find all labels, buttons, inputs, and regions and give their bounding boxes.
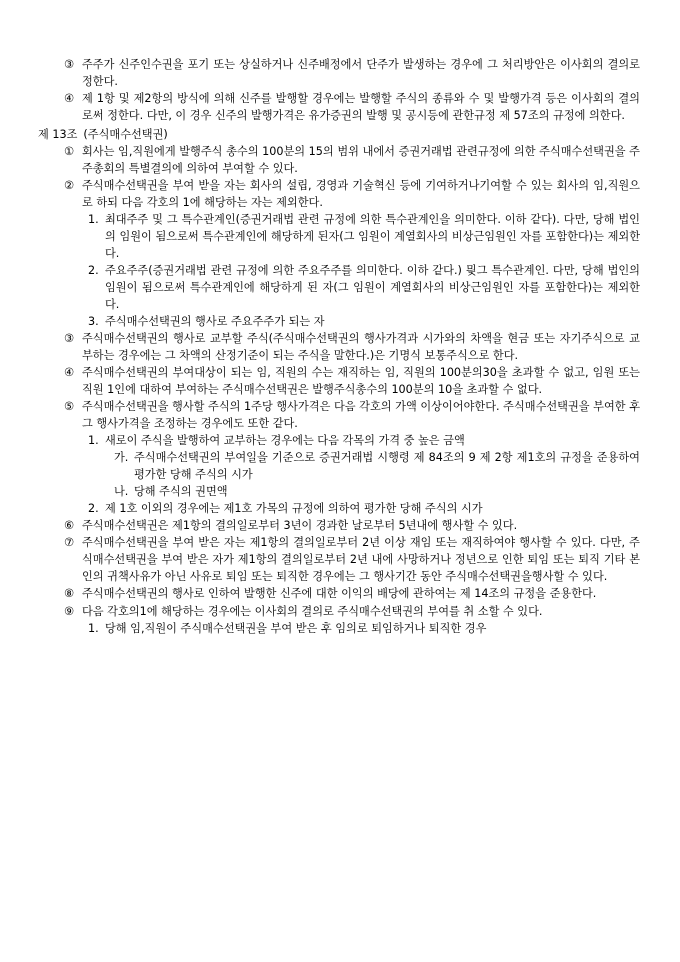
sub-clause-text: 최대주주 및 그 특수관계인(증권거래법 관련 규정에 의한 특수관계인을 의미한다. 이하 같다). 다만, 당해 법인의 임원이 됨으로써 특수관계인에 해당하게 된자(그 임원이 계열회사의 비상근임원인 자를 포함한다)는 제외한다. [105,213,640,261]
clause-text: 주식매수선택권을 부여 받을 자는 회사의 설립, 경영과 기술혁신 등에 기여하거나기여할 수 있는 회사의 임,직원으로 하되 다음 각호의 1에 해당하는 자는 제외한다. [82,179,640,210]
sub-clause-item [88,313,640,330]
clause-item [64,534,640,585]
clause-text: 주식매수선택권을 행사할 주식의 1주당 행사가격은 다음 각호의 가액 이상이어야한다. 주식매수선택권을 부여한 후 그 행사가격을 조정하는 경우에도 또한 같다. [82,400,640,431]
sub-clause-item [88,262,640,313]
clause-text: 제 1항 및 제2항의 방식에 의해 신주를 발행할 경우에는 발행할 주식의 종류와 수 및 발행가격 등은 이사회의 결의로써 정한다. 다만, 이 경우 신주의 발행가격은 유가증권의 발행 및 공시등에 관한규정 제 57조의 규정에 의한다. [82,92,640,123]
clause-item [64,56,640,90]
sub-clause-marker: 2. [88,502,99,516]
article-body [38,143,640,636]
sub-sub-clause-text: 주식매수선택권의 부여일을 기준으로 증권거래법 시행령 제 84조의 9 제 2항 제1호의 규정을 준용하여 평가한 당해 주식의 시가 [134,451,640,482]
clause-text: 주식매수선택권의 부여대상이 되는 임, 직원의 수는 재직하는 임, 직원의 100분의30을 초과할 수 없고, 임원 또는 직원 1인에 대하여 부여하는 주식매수선택권은 발행주식총수의 100분의 10을 초과할 수 없다. [82,366,640,397]
clause-marker: ⑦ [64,536,75,550]
sub-clause-item [88,500,640,517]
clause-item [64,585,640,602]
article-number: 제 13조 [38,128,78,142]
clause-marker: ⑥ [64,519,75,533]
clause-marker: ④ [64,92,75,106]
preceding-clauses [38,56,640,124]
article-heading [38,126,640,143]
clause-marker: ④ [64,366,75,380]
clause-marker: ⑧ [64,587,75,601]
sub-clause-item [88,211,640,262]
sub-clause-text: 주요주주(증권거래법 관련 규정에 의한 주요주주를 의미한다. 이하 같다.) 믲그 특수관계인. 다만, 당해 법인의 임원이 됨으로써 특수관계인에 해당하게 된 자(그 임원이 계열회사의 비상근임원인 자를 포함한다)는 제외한다. [105,264,640,312]
clause-item [64,177,640,211]
sub-sub-clause-text: 당해 주식의 권면액 [134,485,228,499]
clause-text: 주식매수선택권의 행사로 교부할 주식(주식매수선택권의 행사가격과 시가와의 차액을 현금 또는 자기주식으로 교부하는 경우에는 그 차액의 산정기준이 되는 주식을 말한다.)은 기명식 보통주식으로 한다. [82,332,640,363]
sub-clause-text: 주식매수선택권의 행사로 주요주주가 되는 자 [105,315,325,329]
sub-clause-marker: 2. [88,264,99,278]
sub-sub-clause-marker: 가. [114,451,129,465]
clause-marker: ⑨ [64,604,75,618]
clause-item [64,603,640,620]
clause-marker: ⑤ [64,400,75,414]
sub-clause-marker: 3. [88,315,99,329]
clause-item [64,517,640,534]
sub-clause-marker: 1. [88,434,99,448]
clause-text: 주주가 신주인수권을 포기 또는 상실하거나 신주배정에서 단주가 발생하는 경우에 그 처리방안은 이사회의 결의로 정한다. [82,58,640,89]
sub-clause-marker: 1. [88,213,99,227]
clause-marker: ③ [64,332,75,346]
sub-clause-item [88,620,640,637]
sub-sub-clause-marker: 나. [114,485,129,499]
clause-item [64,364,640,398]
clause-text: 회사는 임,직원에게 발행주식 총수의 100분의 15의 범위 내에서 증권거래법 관련규정에 의한 주식매수선택권을 주주총회의 특별결의에 의하여 부여할 수 있다. [82,145,640,176]
sub-clause-item [88,432,640,449]
clause-marker: ③ [64,58,75,71]
sub-sub-clause-item [114,449,640,483]
clause-text: 주식매수선택권을 부여 받은 자는 제1항의 결의일로부터 2년 이상 재임 또는 재직하여야 행사할 수 있다. 다만, 주식매수선택권을 부여 받은 자가 제1항의 결의일로부터 2년 내에 사망하거나 정년으로 인한 퇴임 또는 퇴직 기타 본인의 귀책사유가 아닌 사유로 퇴임 또는 퇴직한 경우에는 그 행사기간 동안 주식매수선택권을행사할 수 있다. [82,536,640,584]
article-title: (주식매수선택권) [83,128,168,142]
sub-clause-text: 당해 임,직원이 주식매수선택권을 부여 받은 후 임의로 퇴임하거나 퇴직한 경우 [105,621,487,635]
clause-item [64,330,640,364]
sub-clause-text: 제 1호 이외의 경우에는 제1호 가목의 규정에 의하여 평가한 당해 주식의 시가 [105,502,483,516]
clause-text: 다음 각호의1에 해당하는 경우에는 이사회의 결의로 주식매수선택권의 부여를 취 소할 수 있다. [82,604,543,618]
sub-clause-marker: 1. [88,621,99,635]
clause-item [64,398,640,432]
sub-clause-text: 새로이 주식을 발행하여 교부하는 경우에는 다음 각목의 가격 중 높은 금액 [105,434,465,448]
clause-text: 주식매수선택권은 제1항의 결의일로부터 3년이 경과한 날로부터 5년내에 행사할 수 있다. [82,519,518,533]
clause-text: 주식매수선택권의 행사로 인하여 발행한 신주에 대한 이익의 배당에 관하여는 제 14조의 규정을 준용한다. [82,587,597,601]
sub-sub-clause-item [114,483,640,500]
clause-item [64,143,640,177]
clause-marker: ① [64,145,75,159]
clause-item [64,90,640,124]
clause-marker: ② [64,179,75,193]
